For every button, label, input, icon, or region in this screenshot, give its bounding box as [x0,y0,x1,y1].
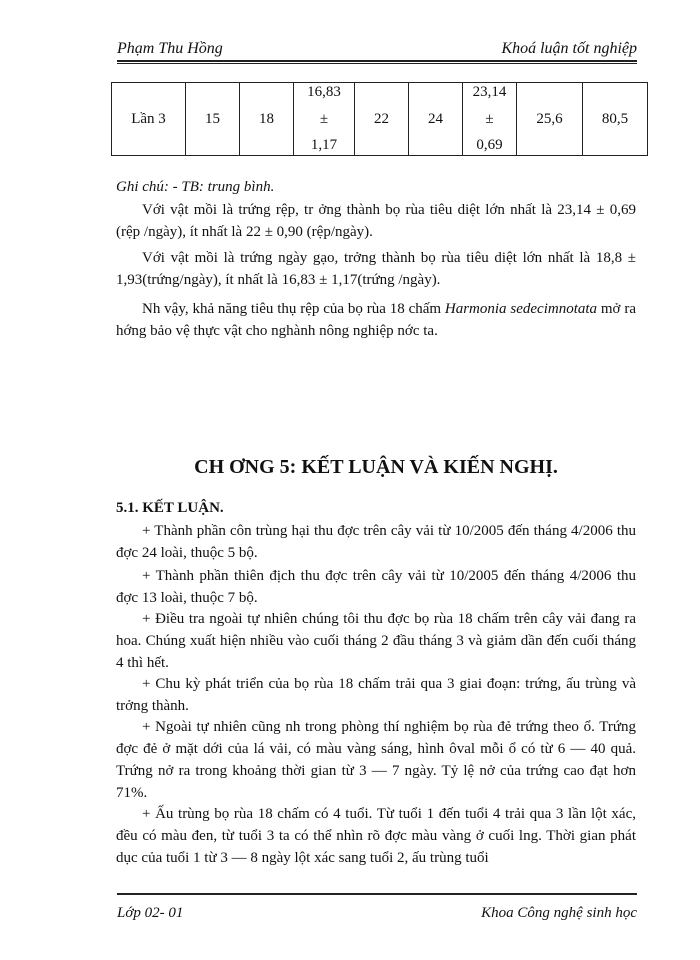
table-cell: 15 [186,83,240,156]
paragraph-text: mở ra hớng bảo vệ thực vật cho nghành nông nghiệp nớc ta. [116,301,636,339]
table-cell: 25,6 [517,83,583,156]
list-item: + Điều tra ngoài tự nhiên chúng tôi thu đợc bọ rùa 18 chấm trên cây vải đang ra hoa. Chúng xuất hiện nhiều vào cuối tháng 2 đầu tháng 3 và giảm dần đến cuối tháng 4 thì hết. [116,611,636,671]
header-rule-thin [117,63,637,64]
cell-error: 1,17 [310,137,338,153]
data-table [111,82,648,156]
footer-faculty: Khoa Công nghệ sinh học [481,905,637,921]
table-cell: 18 [240,83,294,156]
footer-rule [117,893,637,895]
list-item: + Ngoài tự nhiên cũng nh trong phòng thí nghiệm bọ rùa đẻ trứng theo ổ. Trứng đợc đẻ ở mặt dới của lá vải, có màu vàng sáng, hình ôval mỗi ổ có từ 6 — 40 quả. Trứng nở ra trong khoảng thời gian từ 3 — 7 ngày. Tỷ lệ nở của trứng cao đạt hơn 71%. [116,719,636,801]
table-cell: 22 [355,83,409,156]
row-label-cell: Lần 3 [112,83,186,156]
section-heading: 5.1. KẾT LUẬN. [116,500,224,516]
cell-mean: 16,83 [307,84,341,100]
list-item: + Ấu trùng bọ rùa 18 chấm có 4 tuổi. Từ tuổi 1 đến tuổi 4 trải qua 3 lần lột xác, đều có màu đen, từ tuổi 3 ta có thể nhìn rõ đợc màu vàng ở cuối lng. Thời gian phát dục của tuổi 1 từ 3 — 8 ngày lột xác sang tuổi 2, ấu trùng tuổi [116,806,636,866]
table-cell: 80,5 [583,83,648,156]
list-item: + Chu kỳ phát triển của bọ rùa 18 chấm trải qua 3 giai đoạn: trứng, ấu trùng và trởng thành. [116,676,636,714]
header-author: Phạm Thu Hồng [117,40,223,57]
table-cell: 24 [409,83,463,156]
list-item: + Thành phần côn trùng hại thu đợc trên cây vải từ 10/2005 đến tháng 4/2006 thu đợc 24 loài, thuộc 5 bộ. [116,523,636,561]
paragraph-rice-moth-prey: Với vật mồi là trứng ngày gạo, trởng thành bọ rùa tiêu diệt lớn nhất là 18,8 ± 1,93(trứng/ngày), ít nhất là 16,83 ± 1,17(trứng /ngày). [116,250,636,288]
cell-mean: 23,14 [472,84,507,100]
table-row [112,83,648,156]
footer-class: Lớp 02- 01 [117,905,184,921]
paragraph-conclusion [116,298,636,342]
header-rule [117,60,637,62]
page-header [117,38,637,64]
table-note: Ghi chú: - TB: trung bình. [116,179,275,195]
list-item: + Thành phần thiên địch thu đợc trên cây vải từ 10/2005 đến tháng 4/2006 thu đợc 13 loài, thuộc 7 bộ. [116,568,636,606]
chapter-title: CH ƠNG 5: KẾT LUẬN VÀ KIẾN NGHỊ. [194,456,558,478]
table-cell [463,83,517,156]
paragraph-text: Nh vậy, khả năng tiêu thụ rệp của bọ rùa 18 chấm [142,301,445,317]
header-document-type: Khoá luận tốt nghiệp [501,40,637,57]
table-cell [294,83,355,156]
species-name: Harmonia sedecimnotata [444,301,598,317]
paragraph-aphid-prey: Với vật mồi là trứng rệp, tr ởng thành bọ rùa tiêu diệt lớn nhất là 23,14 ± 0,69 (rệp /ngày), ít nhất là 22 ± 0,90 (rệp/ngày). [116,202,636,240]
cell-plusminus: ± [319,110,329,127]
cell-plusminus: ± [485,110,494,127]
cell-error: 0,69 [476,137,503,153]
